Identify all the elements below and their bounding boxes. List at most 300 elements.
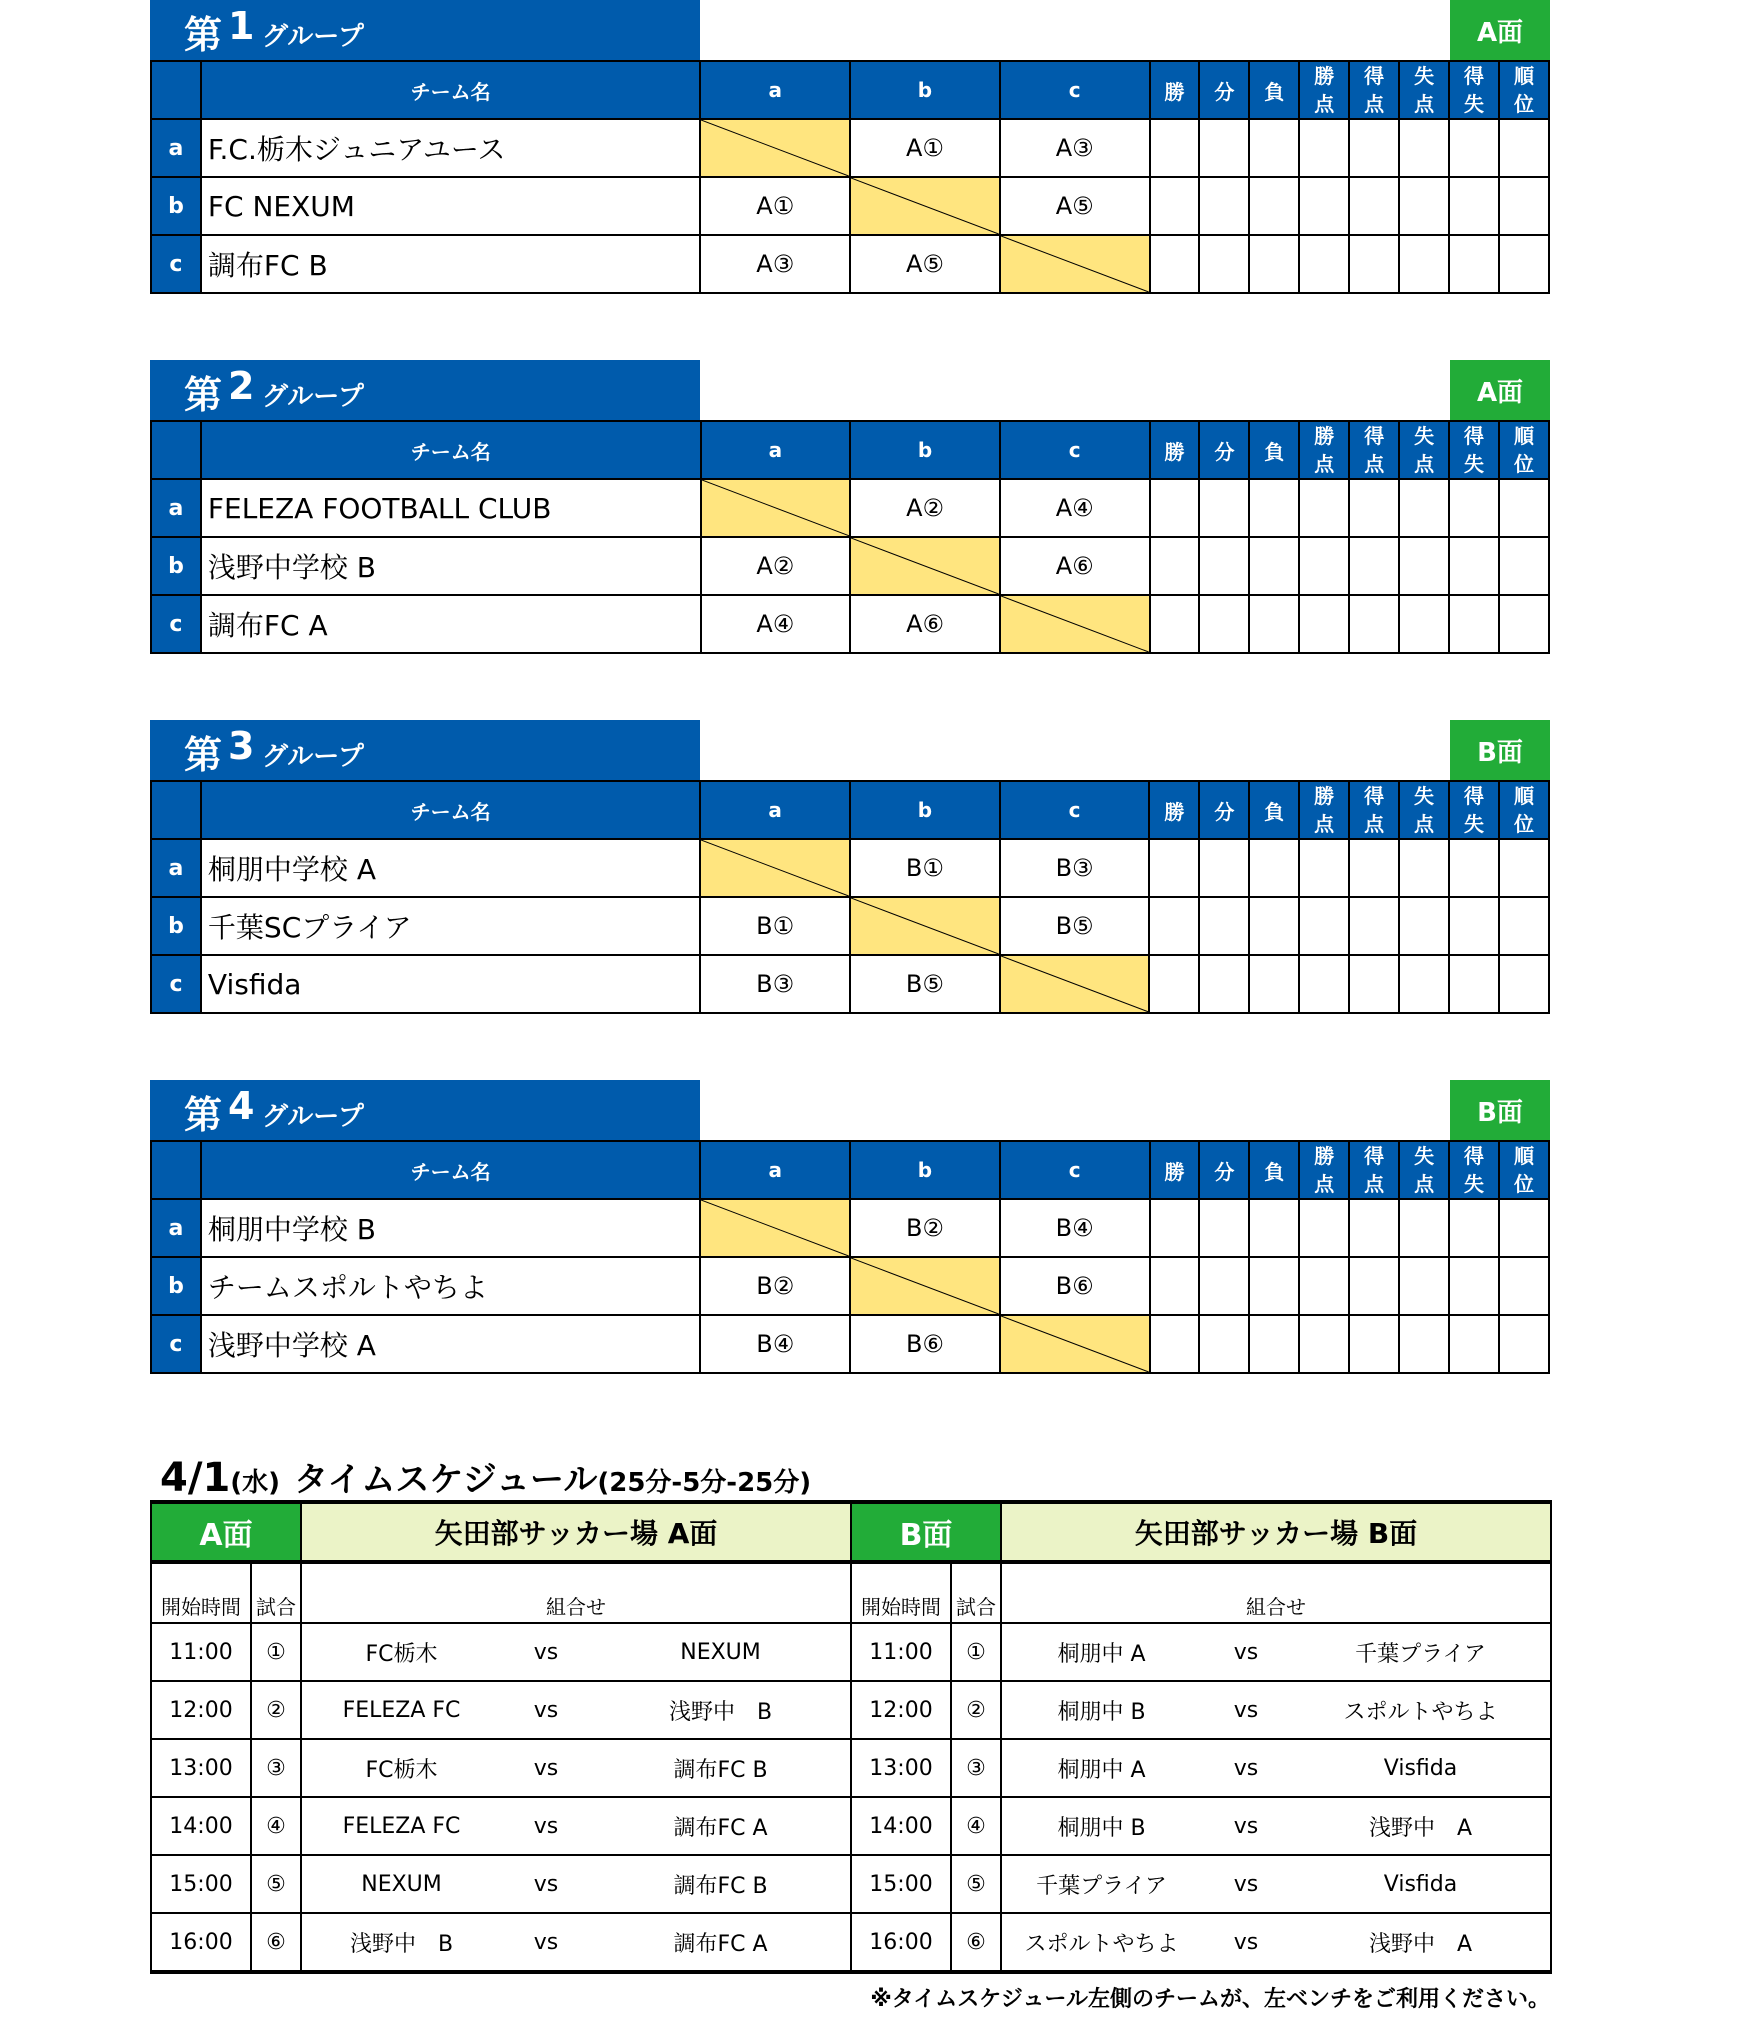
group-title — [150, 360, 700, 420]
match-number: ③ — [951, 1739, 1001, 1797]
stat-cell[interactable] — [1399, 897, 1449, 955]
diagonal-line — [1001, 236, 1149, 292]
stat-cell[interactable] — [1349, 595, 1399, 653]
self-match-cell — [1000, 1315, 1150, 1373]
stat-cell[interactable] — [1399, 537, 1449, 595]
group-table — [150, 420, 1550, 654]
match-cell: A① — [700, 177, 850, 235]
stat-header: 得 失 — [1449, 1141, 1499, 1199]
stat-cell[interactable] — [1499, 537, 1549, 595]
team-name: 桐朋中学校 B — [201, 1199, 700, 1257]
match-cell: A③ — [1000, 119, 1150, 177]
group-1 — [150, 0, 1550, 300]
stat-cell[interactable] — [1399, 595, 1449, 653]
stat-cell[interactable] — [1449, 839, 1499, 897]
stat-cell[interactable] — [1349, 235, 1399, 293]
stat-cell[interactable] — [1249, 839, 1299, 897]
stat-header: 得 点 — [1349, 421, 1399, 479]
blank-header — [151, 781, 201, 839]
home-team: FELEZA FC — [301, 1797, 501, 1855]
court-badge: B面 — [1450, 1080, 1550, 1140]
away-team: 調布FC B — [591, 1739, 851, 1797]
match-number: ④ — [251, 1797, 301, 1855]
row-label: a — [151, 839, 201, 897]
start-time: 11:00 — [151, 1623, 251, 1681]
stat-cell[interactable] — [1199, 897, 1249, 955]
stat-cell[interactable] — [1149, 897, 1199, 955]
group-prefix: 第 — [184, 733, 223, 777]
stat-header: 負 — [1249, 1141, 1299, 1199]
group-title — [150, 0, 700, 60]
opponent-header-c: c — [1000, 1141, 1150, 1199]
self-match-cell — [700, 119, 850, 177]
stat-cell[interactable] — [1449, 119, 1499, 177]
stat-header: 失 点 — [1399, 781, 1449, 839]
team-name: 調布FC A — [201, 595, 701, 653]
stat-cell[interactable] — [1349, 897, 1399, 955]
away-team: スポルトやちよ — [1291, 1681, 1551, 1739]
schedule-row — [151, 1913, 1551, 1972]
stat-cell[interactable] — [1399, 1199, 1449, 1257]
stat-cell[interactable] — [1349, 1315, 1399, 1373]
team-row — [151, 537, 1549, 595]
team-name: FELEZA FOOTBALL CLUB — [201, 479, 701, 537]
group-suffix: グループ — [262, 382, 364, 412]
stat-header: 順 位 — [1499, 1141, 1549, 1199]
stat-cell[interactable] — [1499, 897, 1549, 955]
team-row — [151, 839, 1549, 897]
stat-cell[interactable] — [1199, 1199, 1249, 1257]
match-cell: A⑤ — [1000, 177, 1150, 235]
stat-cell[interactable] — [1299, 955, 1349, 1013]
blank-header — [151, 421, 201, 479]
match-cell: A② — [850, 479, 1000, 537]
opponent-header-b: b — [850, 781, 1000, 839]
start-time: 16:00 — [851, 1913, 951, 1972]
vs-label: vs — [1201, 1739, 1291, 1797]
col-match: 試合 — [251, 1562, 301, 1623]
stat-header: 勝 — [1150, 1141, 1200, 1199]
schedule-format: (25分-5分-25分) — [597, 1468, 812, 1498]
stat-cell[interactable] — [1299, 479, 1349, 537]
stat-cell[interactable] — [1499, 235, 1549, 293]
schedule-row — [151, 1855, 1551, 1913]
match-number: ⑤ — [951, 1855, 1001, 1913]
away-team: 調布FC A — [591, 1913, 851, 1972]
match-cell: B② — [700, 1257, 850, 1315]
match-cell: B① — [700, 897, 850, 955]
stat-header: 負 — [1249, 61, 1299, 119]
self-match-cell — [850, 177, 1000, 235]
row-label: b — [151, 537, 201, 595]
row-label: a — [151, 119, 201, 177]
start-time: 11:00 — [851, 1623, 951, 1681]
row-label: c — [151, 595, 201, 653]
stat-cell[interactable] — [1449, 537, 1499, 595]
stat-cell[interactable] — [1449, 1257, 1499, 1315]
row-label: b — [151, 897, 201, 955]
match-cell: B③ — [700, 955, 850, 1013]
court-badge: B面 — [1450, 720, 1550, 780]
team-name-header: チーム名 — [201, 421, 701, 479]
opponent-header-a: a — [701, 421, 851, 479]
diagonal-line — [851, 1258, 999, 1314]
group-number: 3 — [228, 724, 255, 768]
stat-cell[interactable] — [1199, 839, 1249, 897]
stat-header: 勝 点 — [1299, 781, 1349, 839]
stat-header: 勝 — [1150, 421, 1200, 479]
stat-cell[interactable] — [1249, 119, 1299, 177]
team-row — [151, 1315, 1549, 1373]
stat-cell[interactable] — [1399, 839, 1449, 897]
stat-cell[interactable] — [1349, 119, 1399, 177]
self-match-cell — [700, 1199, 850, 1257]
stat-cell[interactable] — [1249, 479, 1299, 537]
team-name-header: チーム名 — [201, 1141, 700, 1199]
group-suffix: グループ — [262, 742, 364, 772]
row-label: b — [151, 1257, 201, 1315]
stat-cell[interactable] — [1249, 595, 1299, 653]
stat-cell[interactable] — [1199, 235, 1249, 293]
home-team: スポルトやちよ — [1001, 1913, 1201, 1972]
away-team: Visfida — [1291, 1855, 1551, 1913]
stat-header: 順 位 — [1499, 781, 1549, 839]
stat-header: 勝 点 — [1299, 421, 1349, 479]
stat-cell[interactable] — [1199, 537, 1249, 595]
stat-header: 勝 — [1149, 781, 1199, 839]
stat-cell[interactable] — [1399, 1315, 1449, 1373]
stat-cell[interactable] — [1449, 235, 1499, 293]
stat-cell[interactable] — [1150, 1257, 1200, 1315]
match-cell: B⑥ — [850, 1315, 1000, 1373]
stat-cell[interactable] — [1249, 1199, 1299, 1257]
team-name-header: チーム名 — [201, 781, 700, 839]
match-number: ⑥ — [951, 1913, 1001, 1972]
home-team: 桐朋中 A — [1001, 1623, 1201, 1681]
stat-cell[interactable] — [1150, 1315, 1200, 1373]
stat-cell[interactable] — [1499, 177, 1549, 235]
stat-cell[interactable] — [1150, 1199, 1200, 1257]
team-name: 桐朋中学校 A — [201, 839, 700, 897]
start-time: 14:00 — [851, 1797, 951, 1855]
match-cell: B④ — [1000, 1199, 1150, 1257]
stat-cell[interactable] — [1449, 1199, 1499, 1257]
opponent-header-a: a — [700, 1141, 850, 1199]
schedule-heading: タイムスケジュール — [294, 1460, 598, 1500]
self-match-cell — [850, 1257, 1000, 1315]
stat-cell[interactable] — [1449, 595, 1499, 653]
self-match-cell — [701, 479, 851, 537]
stat-cell[interactable] — [1249, 955, 1299, 1013]
group-number: 1 — [228, 4, 255, 48]
stat-cell[interactable] — [1399, 177, 1449, 235]
vs-label: vs — [501, 1681, 591, 1739]
team-row — [151, 1257, 1549, 1315]
stat-cell[interactable] — [1299, 839, 1349, 897]
col-start-time: 開始時間 — [851, 1562, 951, 1623]
row-label: a — [151, 479, 201, 537]
stat-cell[interactable] — [1499, 479, 1549, 537]
stat-cell[interactable] — [1299, 235, 1349, 293]
schedule-row — [151, 1739, 1551, 1797]
opponent-header-c: c — [1000, 61, 1150, 119]
home-team: 千葉プライア — [1001, 1855, 1201, 1913]
group-3 — [150, 720, 1550, 1020]
stat-header: 得 点 — [1349, 61, 1399, 119]
stat-cell[interactable] — [1150, 177, 1200, 235]
start-time: 16:00 — [151, 1913, 251, 1972]
team-name-header: チーム名 — [201, 61, 701, 119]
team-row — [151, 235, 1549, 293]
vs-label: vs — [1201, 1623, 1291, 1681]
vs-label: vs — [501, 1855, 591, 1913]
match-cell: A① — [850, 119, 1000, 177]
col-match: 試合 — [951, 1562, 1001, 1623]
start-time: 15:00 — [151, 1855, 251, 1913]
away-team: 調布FC A — [591, 1797, 851, 1855]
vs-label: vs — [1201, 1797, 1291, 1855]
stat-cell[interactable] — [1199, 595, 1249, 653]
stat-header: 分 — [1199, 421, 1249, 479]
stat-cell[interactable] — [1399, 119, 1449, 177]
match-number: ② — [251, 1681, 301, 1739]
home-team: 浅野中 B — [301, 1913, 501, 1972]
stat-cell[interactable] — [1399, 235, 1449, 293]
match-cell: B③ — [1000, 839, 1150, 897]
stat-cell[interactable] — [1150, 479, 1200, 537]
stat-cell[interactable] — [1349, 1199, 1399, 1257]
group-prefix: 第 — [184, 373, 223, 417]
stat-cell[interactable] — [1299, 595, 1349, 653]
schedule-row — [151, 1681, 1551, 1739]
court-b-badge: B面 — [851, 1502, 1001, 1562]
home-team: FC栃木 — [301, 1739, 501, 1797]
stat-cell[interactable] — [1249, 1257, 1299, 1315]
match-cell: B⑤ — [1000, 897, 1150, 955]
stat-cell[interactable] — [1449, 955, 1499, 1013]
match-cell: A⑤ — [850, 235, 1000, 293]
team-row — [151, 955, 1549, 1013]
stat-header: 失 点 — [1399, 1141, 1449, 1199]
stat-cell[interactable] — [1499, 1257, 1549, 1315]
schedule-row — [151, 1797, 1551, 1855]
away-team: 浅野中 B — [591, 1681, 851, 1739]
start-time: 14:00 — [151, 1797, 251, 1855]
header-row — [151, 781, 1549, 839]
team-row — [151, 119, 1549, 177]
stat-cell[interactable] — [1299, 1199, 1349, 1257]
group-suffix: グループ — [262, 1102, 364, 1132]
stat-cell[interactable] — [1449, 479, 1499, 537]
stat-cell[interactable] — [1449, 177, 1499, 235]
stat-header: 負 — [1249, 421, 1299, 479]
match-cell: B② — [850, 1199, 1000, 1257]
group-prefix: 第 — [184, 1093, 223, 1137]
stat-cell[interactable] — [1150, 595, 1200, 653]
opponent-header-c: c — [1000, 421, 1150, 479]
stat-cell[interactable] — [1299, 897, 1349, 955]
group-title — [150, 720, 700, 780]
diagonal-line — [701, 120, 849, 176]
stat-cell[interactable] — [1349, 479, 1399, 537]
stat-cell[interactable] — [1249, 537, 1299, 595]
header-row — [151, 421, 1549, 479]
stat-cell[interactable] — [1499, 595, 1549, 653]
stat-cell[interactable] — [1249, 235, 1299, 293]
stat-cell[interactable] — [1249, 897, 1299, 955]
home-team: FELEZA FC — [301, 1681, 501, 1739]
stat-cell[interactable] — [1199, 177, 1249, 235]
stat-cell[interactable] — [1249, 1315, 1299, 1373]
stat-cell[interactable] — [1299, 537, 1349, 595]
vs-label: vs — [501, 1739, 591, 1797]
match-number: ① — [951, 1623, 1001, 1681]
schedule-column-headers — [151, 1562, 1551, 1623]
diagonal-line — [701, 1200, 849, 1256]
start-time: 13:00 — [851, 1739, 951, 1797]
stat-cell[interactable] — [1349, 839, 1399, 897]
row-label: a — [151, 1199, 201, 1257]
opponent-header-b: b — [850, 61, 1000, 119]
stat-cell[interactable] — [1199, 1315, 1249, 1373]
stat-header: 得 失 — [1449, 781, 1499, 839]
vs-label: vs — [1201, 1855, 1291, 1913]
col-start-time: 開始時間 — [151, 1562, 251, 1623]
stat-cell[interactable] — [1299, 177, 1349, 235]
stat-header: 負 — [1249, 781, 1299, 839]
stat-cell[interactable] — [1150, 235, 1200, 293]
group-4 — [150, 1080, 1550, 1380]
self-match-cell — [1000, 235, 1150, 293]
start-time: 13:00 — [151, 1739, 251, 1797]
match-cell: A④ — [701, 595, 851, 653]
col-pairing: 組合せ — [1001, 1562, 1551, 1623]
group-2 — [150, 360, 1550, 660]
stat-cell[interactable] — [1499, 955, 1549, 1013]
stat-header: 順 位 — [1499, 61, 1549, 119]
away-team: NEXUM — [591, 1623, 851, 1681]
stat-cell[interactable] — [1149, 839, 1199, 897]
stat-cell[interactable] — [1399, 1257, 1449, 1315]
stat-cell[interactable] — [1399, 479, 1449, 537]
stat-cell[interactable] — [1299, 1315, 1349, 1373]
team-name: 千葉SCプライア — [201, 897, 700, 955]
stat-cell[interactable] — [1249, 177, 1299, 235]
group-table — [150, 1140, 1550, 1374]
stat-cell[interactable] — [1199, 479, 1249, 537]
stat-cell[interactable] — [1199, 955, 1249, 1013]
stat-header: 得 失 — [1449, 421, 1499, 479]
stat-cell[interactable] — [1299, 119, 1349, 177]
row-label: c — [151, 1315, 201, 1373]
team-name: F.C.栃木ジュニアユース — [201, 119, 701, 177]
group-number: 4 — [228, 1084, 255, 1128]
header-row — [151, 1141, 1549, 1199]
start-time: 15:00 — [851, 1855, 951, 1913]
row-label: b — [151, 177, 201, 235]
stat-cell[interactable] — [1499, 1199, 1549, 1257]
away-team: 調布FC B — [591, 1855, 851, 1913]
team-row — [151, 1199, 1549, 1257]
diagonal-line — [1001, 956, 1149, 1012]
court-b-venue: 矢田部サッカー場 B面 — [1001, 1502, 1551, 1562]
stat-cell[interactable] — [1149, 955, 1199, 1013]
schedule-title — [160, 1452, 811, 1501]
stat-header: 勝 — [1150, 61, 1200, 119]
opponent-header-a: a — [700, 61, 850, 119]
stat-cell[interactable] — [1150, 119, 1200, 177]
match-number: ⑤ — [251, 1855, 301, 1913]
self-match-cell — [700, 839, 850, 897]
home-team: 桐朋中 B — [1001, 1681, 1201, 1739]
group-table — [150, 60, 1550, 294]
stat-header: 得 点 — [1349, 781, 1399, 839]
stat-cell[interactable] — [1199, 1257, 1249, 1315]
stat-cell[interactable] — [1299, 1257, 1349, 1315]
stat-cell[interactable] — [1399, 955, 1449, 1013]
group-prefix: 第 — [184, 13, 223, 57]
match-cell: B⑥ — [1000, 1257, 1150, 1315]
stat-header: 勝 点 — [1299, 61, 1349, 119]
blank-header — [151, 1141, 201, 1199]
stat-cell[interactable] — [1150, 537, 1200, 595]
diagonal-line — [702, 480, 850, 536]
match-cell: B④ — [700, 1315, 850, 1373]
col-pairing: 組合せ — [301, 1562, 851, 1623]
stat-header: 失 点 — [1399, 421, 1449, 479]
vs-label: vs — [501, 1797, 591, 1855]
match-cell: A⑥ — [1000, 537, 1150, 595]
stat-header: 分 — [1199, 1141, 1249, 1199]
diagonal-line — [701, 840, 849, 896]
diagonal-line — [851, 538, 999, 594]
home-team: NEXUM — [301, 1855, 501, 1913]
row-label: c — [151, 955, 201, 1013]
stat-header: 分 — [1199, 781, 1249, 839]
match-number: ④ — [951, 1797, 1001, 1855]
stat-cell[interactable] — [1349, 177, 1399, 235]
opponent-header-b: b — [850, 421, 1000, 479]
stat-cell[interactable] — [1199, 119, 1249, 177]
diagonal-line — [851, 178, 999, 234]
stat-cell[interactable] — [1449, 1315, 1499, 1373]
stat-cell[interactable] — [1349, 537, 1399, 595]
team-name: 浅野中学校 A — [201, 1315, 700, 1373]
schedule-row — [151, 1623, 1551, 1681]
blank-header — [151, 61, 201, 119]
stat-cell[interactable] — [1499, 839, 1549, 897]
time-schedule-table — [150, 1500, 1552, 1974]
court-badge: A面 — [1450, 0, 1550, 60]
team-row — [151, 479, 1549, 537]
stat-cell[interactable] — [1349, 955, 1399, 1013]
match-cell: A⑥ — [850, 595, 1000, 653]
stat-cell[interactable] — [1499, 1315, 1549, 1373]
team-name: FC NEXUM — [201, 177, 701, 235]
stat-cell[interactable] — [1449, 897, 1499, 955]
vs-label: vs — [501, 1623, 591, 1681]
stat-cell[interactable] — [1349, 1257, 1399, 1315]
opponent-header-c: c — [1000, 781, 1150, 839]
team-row — [151, 595, 1549, 653]
team-name: チームスポルトやちよ — [201, 1257, 700, 1315]
self-match-cell — [850, 537, 1000, 595]
diagonal-line — [1001, 1316, 1149, 1372]
team-name: Visfida — [201, 955, 700, 1013]
stat-cell[interactable] — [1499, 119, 1549, 177]
match-cell: A④ — [1000, 479, 1150, 537]
row-label: c — [151, 235, 201, 293]
